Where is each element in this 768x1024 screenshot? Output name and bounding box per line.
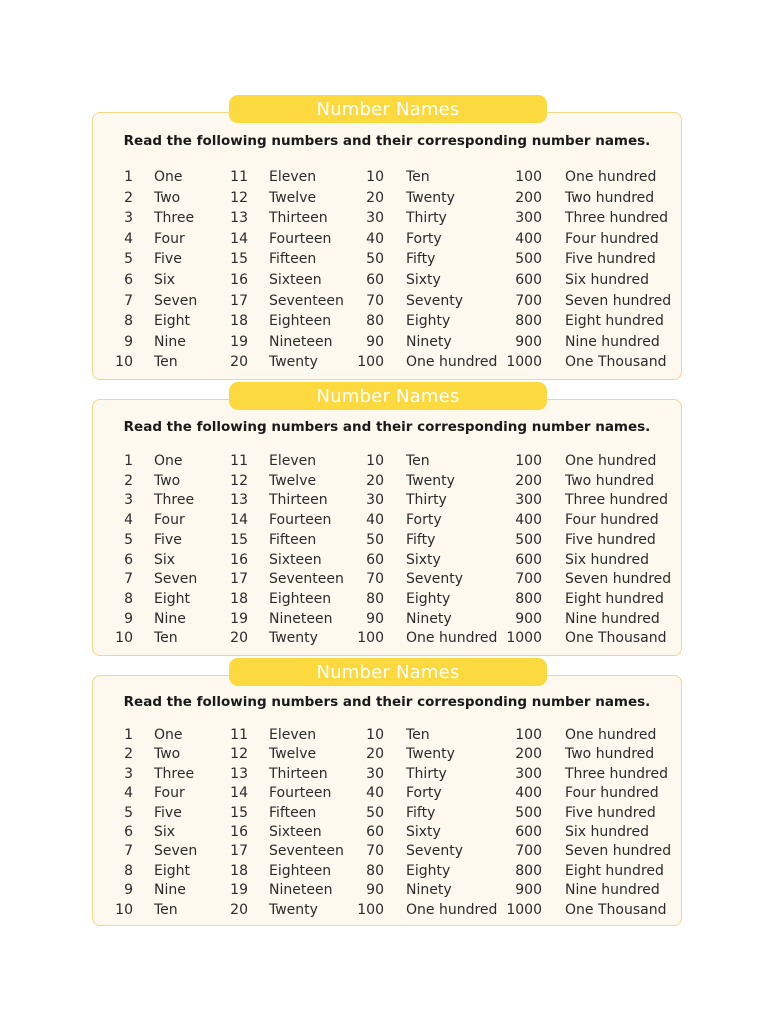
table-row [93,169,681,189]
name-cell: Forty [406,785,442,802]
table-row [93,863,681,883]
number-cell: 8 [124,590,133,607]
number-cell: 1 [124,727,133,743]
number-cell: 14 [230,512,248,529]
table-row [93,746,681,766]
number-cell: 40 [366,512,384,529]
name-cell: Twelve [269,472,317,489]
number-cell: 100 [515,169,542,185]
name-cell: Nineteen [269,610,333,627]
table-row [93,231,681,251]
name-cell: One Thousand [565,901,667,918]
table-row [93,902,681,922]
number-cell: 7 [124,571,133,588]
name-cell: One [154,453,183,469]
name-cell: Thirteen [269,210,328,227]
name-cell: Sixty [406,824,441,840]
number-cell: 100 [357,354,384,371]
name-cell: Two [154,746,181,763]
name-cell: Fifteen [269,531,317,548]
table-row [93,611,681,631]
instruction-text: Read the following numbers and their corresponding number names. [123,694,651,710]
number-cell: 50 [366,251,384,268]
table-row [93,492,681,512]
name-cell: Nine hundred [565,610,660,627]
number-cell: 12 [230,746,248,763]
table-row [93,190,681,210]
number-cell: 500 [515,804,542,821]
name-cell: Nine [154,610,186,627]
number-cell: 2 [124,472,133,489]
number-names-card [92,675,682,926]
number-cell: 800 [515,862,542,879]
table-row [93,313,681,333]
number-cell: 30 [366,210,384,227]
number-cell: 15 [230,251,248,268]
number-cell: 9 [124,882,133,899]
name-cell: Four [154,785,185,802]
table-row [93,453,681,473]
number-cell: 40 [366,785,384,802]
number-cell: 100 [515,453,542,469]
name-cell: Twenty [269,901,318,918]
name-cell: Twenty [406,189,455,206]
name-cell: Five hundred [565,804,656,821]
number-cell: 8 [124,862,133,879]
table-row [93,210,681,230]
number-cell: 100 [515,727,542,743]
name-cell: Two [154,189,181,206]
number-cell: 1000 [506,630,542,647]
name-cell: Nine [154,882,186,899]
number-cell: 14 [230,785,248,802]
name-cell: Fifteen [269,804,317,821]
number-cell: 80 [366,862,384,879]
name-cell: One [154,727,183,743]
name-cell: Three hundred [565,765,669,782]
name-cell: Two [154,472,181,489]
table-row [93,785,681,805]
table-row [93,766,681,786]
name-cell: Thirty [406,210,447,227]
card-title: Number Names [316,661,460,683]
name-cell: Eight hundred [565,313,664,330]
name-cell: Fifteen [269,251,317,268]
name-cell: Forty [406,230,442,247]
card-title-banner [229,95,547,123]
number-cell: 10 [115,901,133,918]
name-cell: Seven hundred [565,843,672,860]
name-cell: Ten [406,727,430,743]
table-row [93,354,681,374]
number-cell: 600 [515,551,542,568]
name-cell: Twenty [406,472,455,489]
name-cell: Six hundred [565,824,649,840]
number-cell: 3 [124,492,133,509]
number-cell: 30 [366,492,384,509]
name-cell: Two hundred [565,746,655,763]
number-cell: 16 [230,272,248,288]
number-cell: 11 [230,169,248,185]
name-cell: Sixteen [269,551,322,568]
number-cell: 700 [515,843,542,860]
number-cell: 16 [230,824,248,840]
number-cell: 90 [366,882,384,899]
number-cell: 1000 [506,901,542,918]
name-cell: Four [154,512,185,529]
name-cell: Three [154,210,195,227]
name-cell: Eighty [406,862,451,879]
name-cell: Thirteen [269,492,328,509]
number-cell: 5 [124,804,133,821]
name-cell: Sixty [406,272,441,288]
number-cell: 10 [115,354,133,371]
number-cell: 6 [124,824,133,840]
number-cell: 50 [366,804,384,821]
name-cell: Eight [154,862,190,879]
number-cell: 90 [366,333,384,350]
number-cell: 10 [366,727,384,743]
name-cell: Two hundred [565,189,655,206]
name-cell: Six [154,272,176,288]
name-cell: Ninety [406,333,452,350]
number-cell: 6 [124,272,133,288]
number-cell: 18 [230,862,248,879]
name-cell: Nine [154,333,186,350]
name-cell: One hundred [406,901,498,918]
number-cell: 10 [366,169,384,185]
card-title: Number Names [316,385,460,407]
number-cell: 13 [230,765,248,782]
number-cell: 15 [230,804,248,821]
name-cell: Eleven [269,169,317,185]
number-cell: 70 [366,292,384,309]
name-cell: Nineteen [269,333,333,350]
name-cell: Seven hundred [565,571,672,588]
number-cell: 400 [515,230,542,247]
table-row [93,805,681,825]
number-cell: 18 [230,313,248,330]
name-cell: One Thousand [565,630,667,647]
name-cell: Nine hundred [565,333,660,350]
card-title-banner [229,658,547,686]
table-row [93,824,681,844]
name-cell: Twelve [269,746,317,763]
table-row [93,727,681,747]
name-cell: Five hundred [565,251,656,268]
name-cell: Fifty [406,804,436,821]
name-cell: Three hundred [565,492,669,509]
number-cell: 20 [366,189,384,206]
number-cell: 17 [230,571,248,588]
number-cell: 19 [230,882,248,899]
name-cell: One Thousand [565,354,667,371]
name-cell: Eighteen [269,862,332,879]
number-cell: 40 [366,230,384,247]
number-cell: 90 [366,610,384,627]
number-cell: 5 [124,251,133,268]
name-cell: Seven hundred [565,292,672,309]
number-cell: 14 [230,230,248,247]
number-cell: 20 [230,901,248,918]
name-cell: Fourteen [269,230,332,247]
number-cell: 900 [515,333,542,350]
number-cell: 2 [124,189,133,206]
number-cell: 60 [366,824,384,840]
name-cell: One hundred [565,453,657,469]
name-cell: Sixteen [269,824,322,840]
number-cell: 17 [230,292,248,309]
number-cell: 900 [515,882,542,899]
number-cell: 8 [124,313,133,330]
name-cell: Five [154,251,182,268]
name-cell: Ten [406,453,430,469]
name-cell: Ninety [406,882,452,899]
name-cell: Eight hundred [565,590,664,607]
number-cell: 10 [366,453,384,469]
number-cell: 80 [366,313,384,330]
number-cell: 3 [124,765,133,782]
name-cell: Three [154,765,195,782]
name-cell: Twenty [269,630,318,647]
number-cell: 70 [366,571,384,588]
number-cell: 9 [124,610,133,627]
number-cell: 700 [515,292,542,309]
table-row [93,571,681,591]
name-cell: Six hundred [565,551,649,568]
number-cell: 800 [515,590,542,607]
number-cell: 15 [230,531,248,548]
number-cell: 200 [515,472,542,489]
table-row [93,552,681,572]
name-cell: Thirty [406,765,447,782]
name-cell: Seventeen [269,292,344,309]
number-cell: 9 [124,333,133,350]
name-cell: Sixteen [269,272,322,288]
number-cell: 800 [515,313,542,330]
name-cell: One hundred [565,727,657,743]
name-cell: Seventeen [269,571,344,588]
name-cell: One hundred [406,354,498,371]
number-cell: 4 [124,512,133,529]
number-cell: 100 [357,901,384,918]
name-cell: Five [154,804,182,821]
number-cell: 20 [366,472,384,489]
name-cell: Seven [154,843,198,860]
number-names-card [92,112,682,380]
table-row [93,843,681,863]
number-cell: 600 [515,272,542,288]
table-row [93,882,681,902]
number-cell: 1000 [506,354,542,371]
number-cell: 13 [230,210,248,227]
name-cell: Eight hundred [565,862,664,879]
number-cell: 4 [124,785,133,802]
number-cell: 1 [124,453,133,469]
table-row [93,293,681,313]
number-cell: 300 [515,210,542,227]
name-cell: Eighty [406,313,451,330]
table-row [93,251,681,271]
name-cell: Seven [154,292,198,309]
number-cell: 500 [515,531,542,548]
name-cell: Twelve [269,189,317,206]
number-cell: 19 [230,333,248,350]
name-cell: Twenty [269,354,318,371]
number-cell: 1 [124,169,133,185]
name-cell: Eighty [406,590,451,607]
number-cell: 100 [357,630,384,647]
name-cell: Fifty [406,251,436,268]
name-cell: Sixty [406,551,441,568]
number-cell: 700 [515,571,542,588]
card-title-banner [229,382,547,410]
name-cell: Eleven [269,453,317,469]
name-cell: Four [154,230,185,247]
number-cell: 30 [366,765,384,782]
number-cell: 70 [366,843,384,860]
name-cell: Thirteen [269,765,328,782]
number-cell: 19 [230,610,248,627]
number-cell: 20 [230,354,248,371]
name-cell: Four hundred [565,512,659,529]
name-cell: Fourteen [269,785,332,802]
name-cell: Six [154,824,176,840]
name-cell: One hundred [406,630,498,647]
name-cell: Seven [154,571,198,588]
name-cell: Five [154,531,182,548]
name-cell: One hundred [565,169,657,185]
number-cell: 17 [230,843,248,860]
table-row [93,512,681,532]
table-row [93,591,681,611]
name-cell: Three [154,492,195,509]
name-cell: Seventy [406,843,464,860]
name-cell: Thirty [406,492,447,509]
name-cell: Eighteen [269,590,332,607]
number-cell: 60 [366,272,384,288]
name-cell: Seventeen [269,843,344,860]
number-cell: 10 [115,630,133,647]
card-title: Number Names [316,98,460,120]
name-cell: Fourteen [269,512,332,529]
number-cell: 5 [124,531,133,548]
name-cell: Ninety [406,610,452,627]
number-cell: 11 [230,453,248,469]
number-cell: 12 [230,189,248,206]
number-cell: 13 [230,492,248,509]
name-cell: Six hundred [565,272,649,288]
name-cell: Ten [154,354,178,371]
name-cell: Ten [406,169,430,185]
number-cell: 80 [366,590,384,607]
name-cell: Six [154,551,176,568]
number-names-card [92,399,682,656]
table-row [93,272,681,292]
table-row [93,532,681,552]
number-cell: 18 [230,590,248,607]
number-cell: 600 [515,824,542,840]
table-row [93,473,681,493]
number-cell: 6 [124,551,133,568]
name-cell: Eight [154,313,190,330]
number-cell: 300 [515,492,542,509]
name-cell: Four hundred [565,785,659,802]
number-cell: 12 [230,472,248,489]
number-cell: 3 [124,210,133,227]
name-cell: Seventy [406,292,464,309]
name-cell: One [154,169,183,185]
number-cell: 2 [124,746,133,763]
number-cell: 7 [124,292,133,309]
number-cell: 200 [515,746,542,763]
number-cell: 11 [230,727,248,743]
number-cell: 60 [366,551,384,568]
name-cell: Eleven [269,727,317,743]
number-cell: 50 [366,531,384,548]
number-cell: 4 [124,230,133,247]
name-cell: Three hundred [565,210,669,227]
number-cell: 200 [515,189,542,206]
instruction-text: Read the following numbers and their corresponding number names. [123,419,651,435]
name-cell: Seventy [406,571,464,588]
name-cell: Ten [154,630,178,647]
number-cell: 16 [230,551,248,568]
number-cell: 400 [515,512,542,529]
instruction-text: Read the following numbers and their corresponding number names. [123,133,651,149]
name-cell: Fifty [406,531,436,548]
name-cell: Ten [154,901,178,918]
name-cell: Twenty [406,746,455,763]
name-cell: Five hundred [565,531,656,548]
number-cell: 20 [366,746,384,763]
table-row [93,334,681,354]
table-row [93,630,681,650]
number-cell: 300 [515,765,542,782]
name-cell: Nineteen [269,882,333,899]
name-cell: Four hundred [565,230,659,247]
name-cell: Eighteen [269,313,332,330]
name-cell: Eight [154,590,190,607]
number-cell: 400 [515,785,542,802]
name-cell: Nine hundred [565,882,660,899]
name-cell: Two hundred [565,472,655,489]
number-cell: 500 [515,251,542,268]
name-cell: Forty [406,512,442,529]
number-cell: 7 [124,843,133,860]
number-cell: 900 [515,610,542,627]
number-cell: 20 [230,630,248,647]
